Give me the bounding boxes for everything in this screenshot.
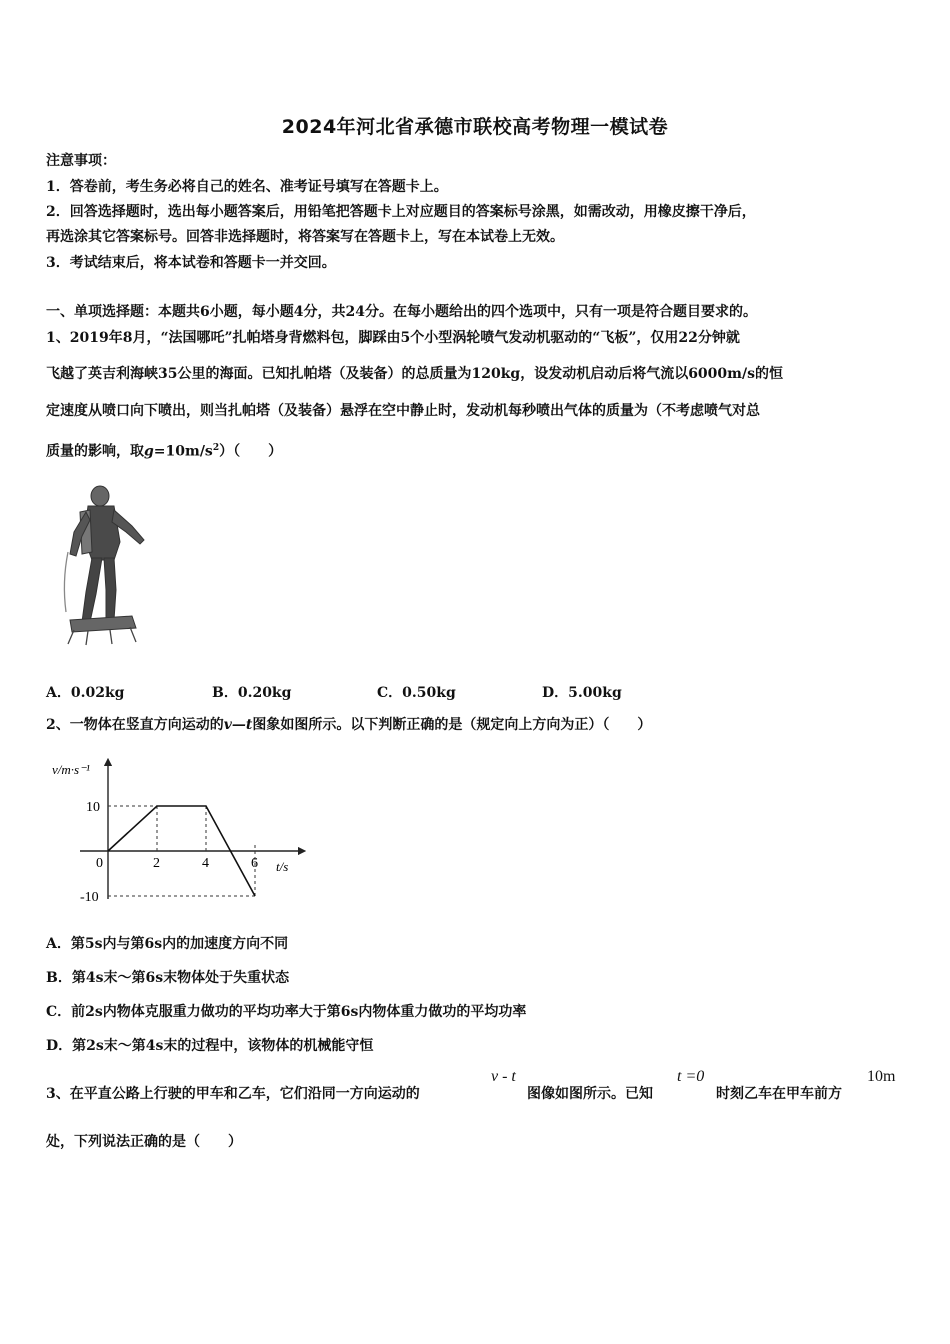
q2-stem xyxy=(46,715,651,735)
q3-math-distance: 10m xyxy=(867,1068,896,1085)
q2-option-a[interactable]: A．第5s内与第6s内的加速度方向不同 xyxy=(46,936,289,952)
y-tick-label-pos10: 10 xyxy=(86,800,100,815)
q3-stem-part2: 图像如图所示。已知 xyxy=(527,1086,653,1102)
helmet-shape xyxy=(91,486,109,506)
board-shape xyxy=(70,616,136,632)
q1-line-4-suffix: ）（ ） xyxy=(219,443,283,460)
leg-left-shape xyxy=(82,558,102,622)
section-heading: 一、单项选择题：本题共6小题，每小题4分，共24分。在每小题给出的四个选项中，只有一项是符合题目要求的。 xyxy=(46,304,757,320)
g-value: =10m/s xyxy=(153,443,213,460)
notice-item-2: 2．回答选择题时，选出每小题答案后，用铅笔把答题卡上对应题目的答案标号涂黑，如需改动，用橡皮擦干净后， xyxy=(46,204,756,220)
x-tick-label-4: 4 xyxy=(202,856,209,871)
x-tick-label-6: 6 xyxy=(251,856,258,871)
q3-stem-part3: 时刻乙车在甲车前方 xyxy=(716,1086,842,1102)
q1-option-d[interactable]: D．5.00kg xyxy=(542,685,622,701)
x-tick-label-2: 2 xyxy=(153,856,160,871)
q1-option-b[interactable]: B．0.20kg xyxy=(212,685,292,701)
notice-item-3: 3．考试结束后，将本试卷和答题卡一并交回。 xyxy=(46,255,336,271)
q3-stem-part1: 3、在平直公路上行驶的甲车和乙车，它们沿同一方向运动的 xyxy=(46,1086,420,1102)
vt-chart xyxy=(50,754,310,910)
q2-stem-prefix: 2、一物体在竖直方向运动的 xyxy=(46,717,224,733)
q1-line-4 xyxy=(46,438,282,462)
notice-item-1: 1．答卷前，考生务必将自己的姓名、准考证号填写在答题卡上。 xyxy=(46,179,448,195)
notice-heading: 注意事项： xyxy=(46,153,116,169)
q2-stem-suffix: 图象如图所示。以下判断正确的是（规定向上方向为正）（ ） xyxy=(252,717,652,733)
q1-line-3: 定速度从喷口向下喷出，则当扎帕塔（及装备）悬浮在空中静止时，发动机每秒喷出气体的质量为（不考虑喷气对总 xyxy=(46,403,760,419)
q3-math-t0: t =0 xyxy=(677,1068,705,1085)
g-exponent: 2 xyxy=(212,443,220,453)
q3-math-vt: v - t xyxy=(491,1068,516,1085)
q1-line-1: 1、2019年8月，“法国哪吒”扎帕塔身背燃料包，脚踩由5个小型涡轮喷气发动机驱动的“飞板”，仅用22分钟就 xyxy=(46,330,740,346)
q1-option-a[interactable]: A．0.02kg xyxy=(46,685,125,701)
y-tick-label-neg10: -10 xyxy=(80,890,99,905)
notice-item-2-cont: 再选涂其它答案标号。回答非选择题时，将答案写在答题卡上，写在本试卷上无效。 xyxy=(46,229,564,245)
q3-stem-line-2: 处，下列说法正确的是（ ） xyxy=(46,1134,242,1150)
x-axis-label: t/s xyxy=(276,859,289,874)
flyboard-person-image xyxy=(52,482,152,647)
leg-right-shape xyxy=(104,558,116,620)
page-title: 2024年河北省承德市联校高考物理一模试卷 xyxy=(281,116,669,138)
q2-option-c[interactable]: C．前2s内物体克服重力做功的平均功率大于第6s内物体重力做功的平均功率 xyxy=(46,1004,527,1020)
q2-option-d[interactable]: D．第2s末～第4s末的过程中，该物体的机械能守恒 xyxy=(46,1038,374,1054)
q1-option-c[interactable]: C．0.50kg xyxy=(377,685,456,701)
x-tick-label-0: 0 xyxy=(96,856,103,871)
y-axis-label: v/m·s⁻¹ xyxy=(52,762,90,777)
q2-option-b[interactable]: B．第4s末～第6s末物体处于失重状态 xyxy=(46,970,290,986)
q2-vt-symbol: v—t xyxy=(223,717,253,733)
q1-line-4-prefix: 质量的影响，取 xyxy=(46,443,144,460)
q1-line-2: 飞越了英吉利海峡35公里的海面。已知扎帕塔（及装备）的总质量为120kg，设发动机启动后将气流以6000m/s的恒 xyxy=(46,366,783,382)
g-symbol: g xyxy=(144,443,154,460)
